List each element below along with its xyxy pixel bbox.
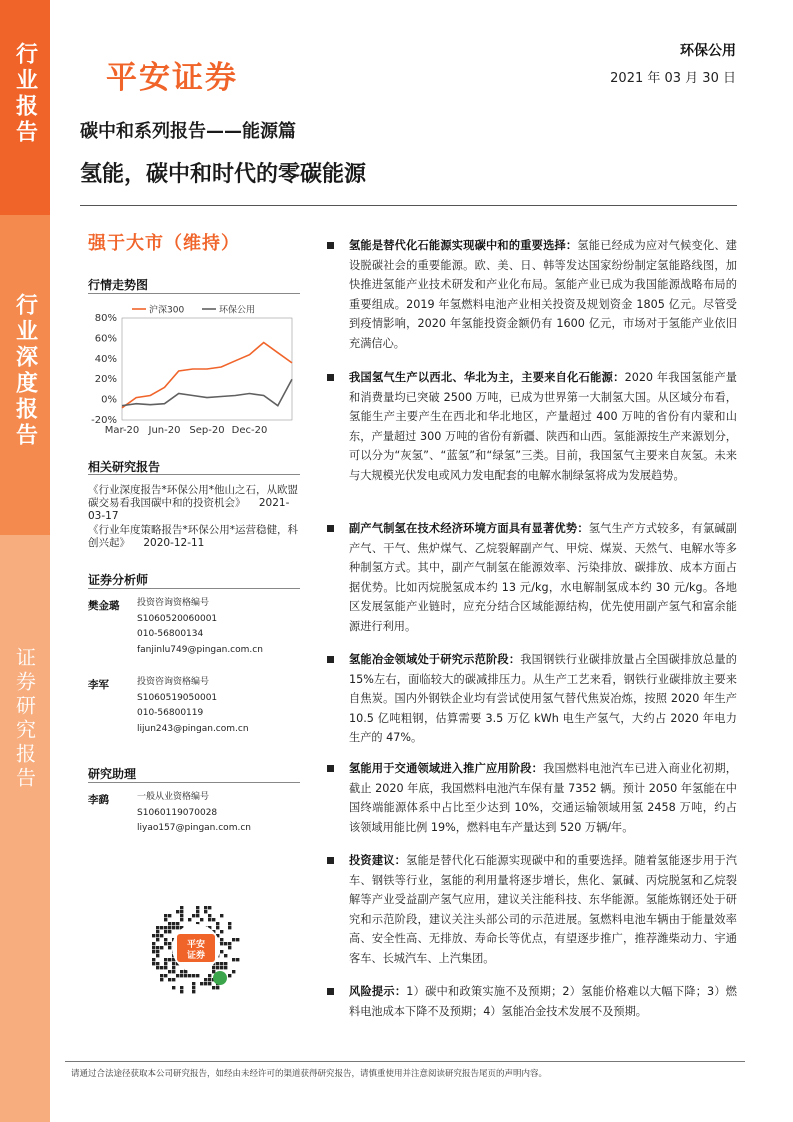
bullet-text: 1）碳中和政策实施不及预期；2）氢能价格难以大幅下降；3）燃料电池成本下降不及预期；4）氢能冶金技术发展不及预期。 bbox=[349, 985, 737, 1018]
assistants-heading: 研究助理 bbox=[88, 767, 137, 781]
bullet-heading: 氢能用于交通领域进入推广应用阶段： bbox=[349, 762, 544, 775]
bullet-square-icon bbox=[327, 656, 334, 663]
bullet-item bbox=[327, 236, 737, 353]
analyst-name: 樊金璐 bbox=[88, 600, 120, 612]
qr-logo-text: 平安 bbox=[186, 940, 206, 950]
bullet-item bbox=[327, 851, 737, 968]
analyst-email[interactable]: lijun243@pingan.com.cn bbox=[137, 723, 249, 734]
chart-lines bbox=[122, 343, 292, 408]
related-reports-rule bbox=[88, 474, 300, 475]
y-tick-label: 40% bbox=[94, 353, 117, 365]
related-report-item bbox=[88, 524, 303, 550]
assistants-rule bbox=[88, 782, 300, 783]
bullet-text: 2020 年我国氢能产量和消费量均已突破 2500 万吨，已成为世界第一大制氢大国。从区域分布看，氢能生产主要产生在西北和华北地区，产量超过 400 万吨的省份有内蒙和山东，产量超过 300 万吨的省份有新疆、陕西和山西。氢能源按生产来源划分，可以分为“灰氢”、“蓝氢”和“绿氢”三类。目前，我国氢气主要来自灰氢。未来与大规模光伏发电或风力发电配套的电解水制绿氢将成为发展趋势。 bbox=[349, 371, 737, 482]
bullet-text: 我国燃料电池汽车已进入商业化初期，截止 2020 年底，我国燃料电池汽车保有量 7352 辆。预计 2050 年氢能在中国终端能源体系中占比至少达到 10%，交通运输领域用氢 2458 万吨，约占该领域用能比例 19%，燃料电车产量达到 520 万辆/年。 bbox=[349, 762, 737, 834]
analysts-heading: 证券分析师 bbox=[88, 573, 149, 587]
market-heading: 行情走势图 bbox=[88, 278, 149, 292]
bullet-item bbox=[327, 650, 737, 748]
bullet-heading: 我国氢气生产以西北、华北为主，主要来自化石能源： bbox=[349, 371, 625, 384]
bullet-item bbox=[327, 519, 737, 636]
related-report-date: 2021-03-17 bbox=[88, 497, 290, 522]
assistant-email[interactable]: liyao157@pingan.com.cn bbox=[137, 823, 251, 833]
svg-text:证券: 证券 bbox=[186, 951, 206, 961]
bullet-text: 我国钢铁行业碳排放量占全国碳排放总量的 15%左右，面临较大的碳减排压力。从生产工艺来看，钢铁行业碳排放主要来自焦炭。国内外钢铁企业均有尝试使用氢气替代焦炭冶炼，按照 2020 年生产 10.5 亿吨粗钢，估算需要 3.5 万亿 kWh 电生产氢气，大约占 2020 年电力生产的 47%。 bbox=[349, 653, 737, 744]
x-tick-label: Dec-20 bbox=[231, 425, 268, 436]
analyst-phone: 010-56800119 bbox=[137, 708, 204, 718]
header-divider bbox=[80, 205, 737, 206]
bullet-heading: 氢能是替代化石能源实现碳中和的重要选择： bbox=[349, 239, 578, 252]
bullet-heading: 副产气制氢在技术经济环境方面具有显著优势： bbox=[349, 522, 589, 535]
bullet-item bbox=[327, 759, 737, 837]
analyst-cert-label: 投资咨询资格编号 bbox=[137, 598, 210, 608]
market-heading-rule bbox=[88, 293, 300, 294]
analyst-cert: S1060519050001 bbox=[137, 692, 218, 703]
bullet-text: 氢气生产方式较多，有氯碱副产气、干气、焦炉煤气、乙烷裂解副产气、甲烷、煤炭、天然气、电解水等多种制氢方式。其中，副产气制氢在能源效率、污染排放、碳排放、成本方面占据优势。比如丙烷脱氢成本约 13 元/kg，水电解制氢成本约 30 元/kg。各地区发展氢能产业链时，应充分结合区域能源结构，优先使用副产氢气和富余能源进行利用。 bbox=[349, 522, 737, 633]
bullet-text: 氢能是替代化石能源实现碳中和的重要选择。随着氢能逐步用于汽车、钢铁等行业，氢能的利用量将逐步增长，焦化、氯碱、丙烷脱氢和乙烷裂解等产业受益副产氢气应用，建议关注能科技、东华能源。氢能炼钢还处于研究和示范阶段，建议关注头部公司的示范进展。氢燃料电池车辆由于能量效率高、安全性高、无排放、寿命长等优点，有望逐步推广，推荐潍柴动力、宇通客车、长城汽车、上汽集团。 bbox=[349, 854, 737, 965]
analysts-rule bbox=[88, 588, 300, 589]
assistant-info bbox=[137, 790, 251, 837]
bullet-text: 氢能已经成为应对气候变化、建设脱碳社会的重要能源。欧、美、日、韩等发达国家纷纷制定氢能路线图，加快推进氢能产业技术研发和产业化布局。氢能产业已成为我国能源战略布局的重要组成。2019 年氢燃料电池产业相关投资及规划资金 1805 亿元。尽管受到疫情影响，2020 年氢能投资金额仍有 1600 亿元，市场对于氢能产业依旧充满信心。 bbox=[349, 239, 737, 350]
market-chart bbox=[84, 298, 304, 443]
y-tick-label: 0% bbox=[101, 394, 117, 406]
assistant-cert: S1060119070028 bbox=[137, 807, 218, 818]
analyst-email[interactable]: fanjinlu749@pingan.com.cn bbox=[137, 644, 263, 655]
analyst-info bbox=[137, 675, 249, 737]
related-reports-heading: 相关研究报告 bbox=[88, 460, 161, 474]
bullet-item bbox=[327, 982, 737, 1021]
footer-divider bbox=[65, 1061, 745, 1062]
x-tick-label: Mar-20 bbox=[104, 425, 140, 436]
bullet-square-icon bbox=[327, 988, 334, 995]
bullet-square-icon bbox=[327, 374, 334, 381]
bullet-heading: 投资建议： bbox=[349, 854, 407, 867]
sidebar-top-block bbox=[0, 0, 50, 215]
related-report-title: 《行业深度报告*环保公用*他山之石，从欧盟碳交易看我国碳中和的投资机会》 bbox=[88, 484, 298, 509]
related-report-date: 2020-12-11 bbox=[143, 537, 205, 549]
analyst-info bbox=[137, 596, 263, 658]
x-tick-label: Jun-20 bbox=[148, 425, 181, 436]
bullet-square-icon bbox=[327, 525, 334, 532]
industry-label: 环保公用 bbox=[680, 43, 736, 59]
y-tick-label: 20% bbox=[94, 374, 117, 386]
assistant-cert-label: 一般从业资格编号 bbox=[137, 792, 210, 802]
x-tick-label: Sep-20 bbox=[189, 425, 225, 436]
legend-label: 环保公用 bbox=[219, 305, 256, 316]
bullet-square-icon bbox=[327, 765, 334, 772]
bullet-square-icon bbox=[327, 242, 334, 249]
series-title: 碳中和系列报告——能源篇 bbox=[80, 121, 296, 142]
bullet-item bbox=[327, 368, 737, 485]
analyst-cert-label: 投资咨询资格编号 bbox=[137, 677, 210, 687]
sidebar bbox=[0, 0, 50, 1122]
sidebar-top-label: 行业报告 bbox=[12, 42, 38, 146]
analyst-name: 李军 bbox=[88, 679, 109, 691]
wechat-icon bbox=[213, 971, 227, 985]
series-line-env-utilities bbox=[122, 379, 292, 406]
report-date: 2021 年 03 月 30 日 bbox=[610, 71, 736, 86]
bullet-heading: 风险提示： bbox=[349, 985, 407, 998]
bullet-heading: 氢能冶金领域处于研究示范阶段： bbox=[349, 653, 521, 666]
assistant-name: 李鹞 bbox=[88, 794, 109, 806]
footer-disclaimer: 请通过合法途径获取本公司研究报告，如经由未经许可的渠道获得研究报告，请慎重使用并注意阅读研究报告尾页的声明内容。 bbox=[71, 1069, 548, 1079]
chart-legend bbox=[132, 304, 255, 316]
page-title: 氢能，碳中和时代的零碳能源 bbox=[80, 162, 367, 187]
sidebar-bottom-label: 证券研究报告 bbox=[12, 647, 37, 791]
related-report-item bbox=[88, 484, 303, 523]
chart-axes bbox=[91, 313, 292, 436]
y-tick-label: -20% bbox=[91, 415, 117, 426]
company-logo: 平安证券 bbox=[106, 60, 238, 96]
sidebar-middle-block bbox=[0, 215, 50, 535]
rating-label: 强于大市（维持） bbox=[88, 233, 240, 254]
y-tick-label: 60% bbox=[94, 333, 117, 345]
qr-code[interactable] bbox=[148, 902, 244, 998]
sidebar-middle-label: 行业深度报告 bbox=[12, 293, 38, 449]
legend-label: 沪深300 bbox=[149, 305, 185, 316]
analyst-cert: S1060520060001 bbox=[137, 613, 218, 624]
related-report-title: 《行业年度策略报告*环保公用*运营稳健，科创兴起》 bbox=[88, 524, 298, 549]
y-tick-label: 80% bbox=[94, 313, 117, 324]
sidebar-bottom-block bbox=[0, 535, 50, 1122]
bullet-square-icon bbox=[327, 857, 334, 864]
analyst-phone: 010-56800134 bbox=[137, 629, 204, 639]
